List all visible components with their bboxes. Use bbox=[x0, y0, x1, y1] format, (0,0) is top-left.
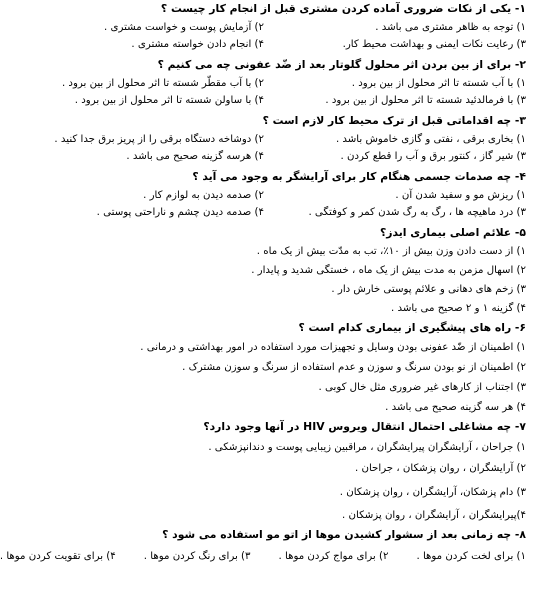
question-2-option-1: ۱) با آب شسته تا اثر محلول از بین برود . bbox=[351, 78, 526, 89]
question-7-option-1: ۱) جراحان ، آرایشگران پیرایشگران ، مراقبین زیبایی پوست و دندانپزشکی . bbox=[208, 442, 526, 453]
question-8-options-row bbox=[0, 550, 526, 566]
question-6-title: ۶- راه های پیشگیری از بیماری کدام است ؟ bbox=[298, 321, 526, 334]
question-1-option-2: ۲) آزمایش پوست و خواست مشتری . bbox=[104, 22, 264, 33]
question-4-option-4: ۴) صدمه دیدن چشم و ناراحتی پوستی . bbox=[96, 207, 264, 218]
question-2-options-row-1 bbox=[15, 77, 526, 93]
question-4-option-3: ۳) درد ماهیچه ها ، رگ به رگ شدن کمر و کوفتگی . bbox=[308, 207, 526, 218]
question-8-option-2: ۲) برای مواج کردن موها . bbox=[278, 551, 389, 562]
question-3-option-4: ۴) هرسه گزینه صحیح می باشد . bbox=[126, 151, 264, 162]
question-2-options-row-2 bbox=[15, 94, 526, 110]
question-4-option-2: ۲) صدمه دیدن به لوازم کار . bbox=[143, 190, 264, 201]
question-7-title-end: در آنها وجود دارد؟ bbox=[203, 420, 300, 433]
question-5-option-4: ۴) گزینه ۱ و ۲ صحیح می باشد . bbox=[391, 303, 526, 314]
question-2-title: ۲- برای از بین بردن اثر محلول گلوتار بعد از ضّد عفونی چه می کنیم ؟ bbox=[157, 58, 526, 71]
question-8-option-3: ۳) برای رنگ کردن موها . bbox=[143, 551, 251, 562]
question-1-option-3: ۳) رعایت نکات ایمنی و بهداشت محیط کار. bbox=[342, 39, 526, 50]
question-1-options-row-2 bbox=[15, 38, 526, 54]
question-4-options-row-2 bbox=[15, 206, 526, 222]
question-3-options-row-2 bbox=[15, 150, 526, 166]
question-7-title-start: ۷- چه مشاغلی احتمال انتقال ویروس bbox=[328, 420, 526, 433]
question-4-option-1: ۱) ریزش مو و سفید شدن آن . bbox=[395, 190, 526, 201]
question-5-option-2: ۲) اسهال مزمن به مدت بیش از یک ماه ، خستگی شدید و پایدار . bbox=[251, 265, 526, 276]
question-5-option-3: ۳) زخم های دهانی و علائم پوستی خارش دار . bbox=[331, 284, 526, 295]
question-7-option-3: ۳) دام پزشکان، آرایشگران ، روان پزشکان . bbox=[339, 487, 526, 498]
question-7-option-2: ۲) آرایشگران ، روان پزشکان ، جراحان . bbox=[355, 463, 526, 474]
question-3-option-2: ۲) دوشاخه دستگاه برقی را از پریز برق جدا کنید . bbox=[54, 134, 264, 145]
question-1-title: ۱- یکی از نکات ضروری آماده کردن مشتری قبل از انجام کار چیست ؟ bbox=[160, 2, 526, 15]
question-3-title: ۳- چه اقداماتی قبل از ترک محیط کار لازم است ؟ bbox=[262, 114, 526, 127]
question-5-title: ۵- علائم اصلی بیماری ایدز؟ bbox=[379, 226, 526, 239]
question-6-option-2: ۲) اطمینان از نو بودن سرنگ و سوزن و عدم استفاده از سرنگ و سوزن مشترک . bbox=[182, 362, 526, 373]
question-3-options-row-1 bbox=[15, 133, 526, 149]
question-6-option-4: ۴) هر سه گزینه صحیح می باشد . bbox=[385, 402, 526, 413]
question-2-option-4: ۴) با ساولن شسته تا اثر محلول از بین برود . bbox=[74, 95, 264, 106]
question-1-option-1: ۱) توجه به ظاهر مشتری می باشد . bbox=[375, 22, 526, 33]
question-7-option-4: ۴)پیرایشگران ، آرایشگران ، روان پزشکان . bbox=[342, 510, 526, 521]
question-1-option-4: ۴) انجام دادن خواسته مشتری . bbox=[131, 39, 264, 50]
question-6-option-3: ۳) اجتناب از کارهای غیر ضروری مثل خال کوبی . bbox=[318, 382, 526, 393]
question-1-options-row-1 bbox=[15, 21, 526, 37]
question-8-option-1: ۱) برای لخت کردن موها . bbox=[416, 551, 526, 562]
question-4-options-row-1 bbox=[15, 189, 526, 205]
question-3-option-3: ۳) شیر گاز ، کنتور برق و آب را قطع کردن . bbox=[340, 151, 526, 162]
question-6-option-1: ۱) اطمینان از ضّد عفونی بودن وسایل و تجهیزات مورد استفاده در امور بهداشتی و درمانی . bbox=[140, 342, 526, 353]
question-2-option-2: ۲) با آب مقطّر شسته تا اثر محلول از بین برود . bbox=[61, 78, 264, 89]
question-7-title-latin: HIV bbox=[303, 420, 325, 433]
question-5-option-1: ۱) از دست دادن وزن بیش از ۱۰٪، تب به مدّت بیش از یک ماه . bbox=[256, 246, 526, 257]
question-3-option-1: ۱) بخاری برقی ، نفتی و گازی خاموش باشد . bbox=[335, 134, 526, 145]
question-8-title: ۸- چه زمانی بعد از سشوار کشیدن موها از اتو مو استفاده می شود ؟ bbox=[162, 528, 526, 541]
question-4-title: ۴- چه صدمات جسمی هنگام کار برای آرایشگر به وجود می آید ؟ bbox=[192, 170, 526, 183]
question-2-option-3: ۳) با فرمالدئید شسته تا اثر محلول از بین برود . bbox=[325, 95, 526, 106]
question-7-title bbox=[15, 420, 526, 436]
question-8-option-4: ۴) برای تقویت کردن موها . bbox=[0, 551, 116, 562]
